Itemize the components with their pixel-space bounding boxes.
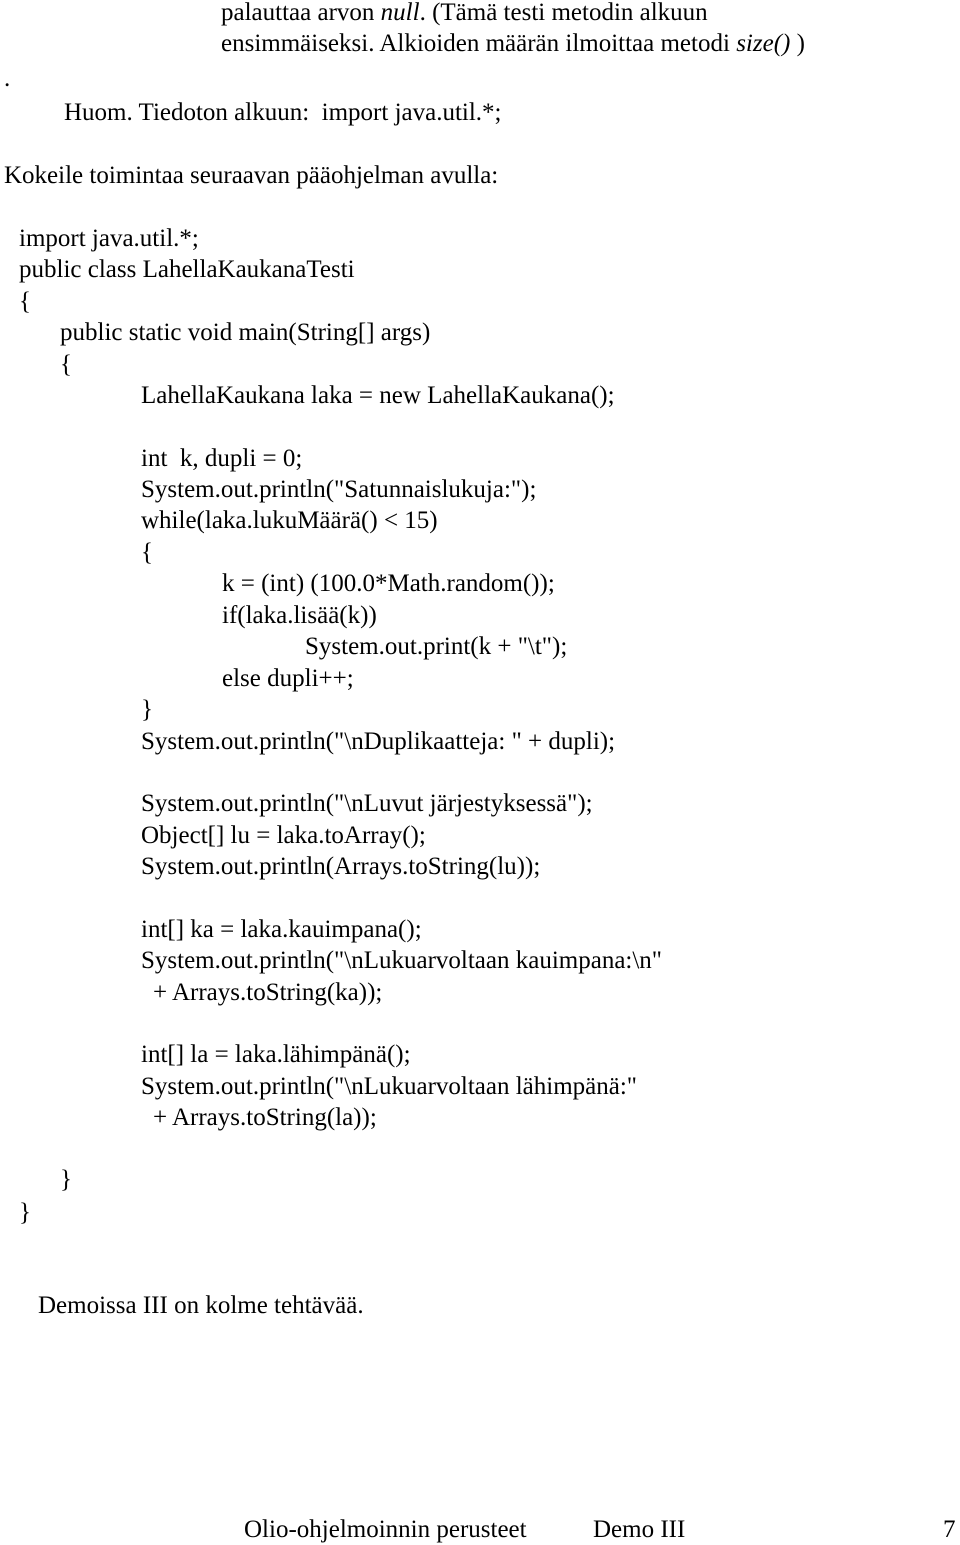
intro-line-2: ensimmäiseksi. Alkioiden määrän ilmoittaa metodi size() ) — [221, 30, 805, 57]
code-line: System.out.println("\nLuvut järjestyksessä"); — [141, 790, 593, 817]
code-line: + Arrays.toString(ka)); — [153, 979, 383, 1006]
code-line: } — [141, 696, 153, 723]
code-line: } — [60, 1166, 72, 1193]
code-line: while(laka.lukuMäärä() < 15) — [141, 507, 438, 534]
code-line: public class LahellaKaukanaTesti — [19, 256, 355, 283]
code-line: import java.util.*; — [19, 225, 199, 252]
null-keyword: null — [380, 0, 420, 26]
code-line: System.out.println("\nDuplikaatteja: " + dupli); — [141, 728, 616, 755]
code-line: { — [60, 351, 72, 378]
code-line: { — [19, 288, 31, 315]
import-note: Huom. Tiedoton alkuun: import java.util.*; — [64, 99, 502, 126]
closing-note: Demoissa III on kolme tehtävää. — [38, 1292, 364, 1319]
code-line: k = (int) (100.0*Math.random()); — [222, 570, 555, 597]
code-line: System.out.println("\nLukuarvoltaan kauimpana:\n" — [141, 947, 663, 974]
code-line: else dupli++; — [222, 665, 354, 692]
code-line: System.out.println("Satunnaislukuja:"); — [141, 476, 537, 503]
size-method: size() — [736, 30, 791, 57]
code-line: { — [141, 539, 153, 566]
code-line: + Arrays.toString(la)); — [153, 1104, 377, 1131]
intro-line-1: palauttaa arvon null. (Tämä testi metodin alkuun — [221, 0, 708, 26]
code-line: System.out.println("\nLukuarvoltaan lähimpänä:" — [141, 1073, 638, 1100]
code-line: int[] ka = laka.kauimpana(); — [141, 916, 422, 943]
code-line: System.out.print(k + "\t"); — [305, 633, 568, 660]
code-line: System.out.println(Arrays.toString(lu)); — [141, 853, 541, 880]
stray-dot: . — [4, 65, 11, 92]
code-line: int k, dupli = 0; — [141, 445, 303, 472]
footer-course-title: Olio-ohjelmoinnin perusteet — [244, 1516, 527, 1543]
try-instruction: Kokeile toimintaa seuraavan pääohjelman avulla: — [4, 162, 499, 189]
code-line: if(laka.lisää(k)) — [222, 602, 377, 629]
footer-page-number: 7 — [943, 1516, 956, 1543]
code-line: } — [19, 1199, 31, 1226]
code-line: int[] la = laka.lähimpänä(); — [141, 1041, 411, 1068]
footer-demo-label: Demo III — [593, 1516, 686, 1543]
code-line: LahellaKaukana laka = new LahellaKaukana(); — [141, 382, 615, 409]
code-line: public static void main(String[] args) — [60, 319, 431, 346]
code-line: Object[] lu = laka.toArray(); — [141, 822, 426, 849]
